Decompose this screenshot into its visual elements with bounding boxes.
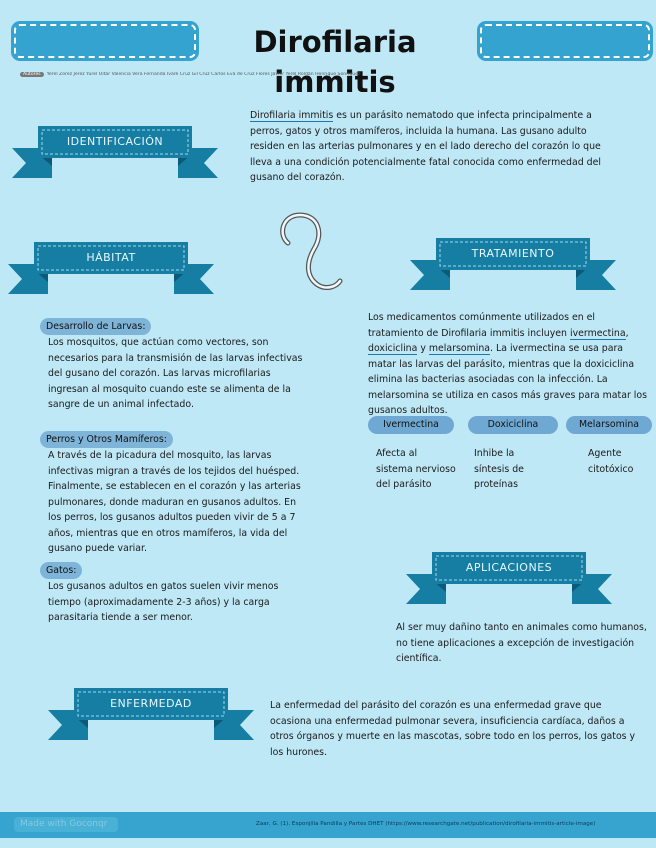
page-title: Dirofilaria immitis: [200, 22, 470, 62]
habitat-section-text-gatos: Los gusanos adultos en gatos suelen vivir menos tiempo (aproximadamente 2-3 años) y la carga parasitaria tiende a ser menor.: [48, 581, 279, 623]
identificacion-text: [250, 108, 620, 186]
bottom-strip: [0, 838, 656, 848]
habitat-section-title-perros: Perros y Otros Mamíferos:: [40, 431, 173, 448]
tratamiento-body-b: . La ivermectina se usa para matar las larvas del parásito, mientras que la doxiciclina elimina las bacterias asociadas con la infección. La melarsomina se utiliza en casos más graves para matar los gusanos adultos.: [368, 343, 648, 416]
footer-bar: [0, 812, 656, 838]
drug-pill-melarsomina: Melarsomina: [566, 416, 652, 434]
habitat-section-text-larvas: Los mosquitos, que actúan como vectores, son necesarios para la transmisión de las larvas infectivas del gusano del corazón. Las larvas microfilarias ingresan al mosquito cuando este se alimenta de la sangre de un animal infectado.: [48, 337, 303, 410]
habitat-ribbon: [8, 236, 214, 304]
enfermedad-text: La enfermedad del parásito del corazón es una enfermedad grave que ocasiona una enfermedad pulmonar severa, insuficiencia cardíaca, daños a otros órganos y muerte en las mascotas, sobre todo en los perros, los gatos y los hurones.: [270, 700, 636, 758]
goconqr-brand[interactable]: Made with Goconqr: [14, 817, 118, 832]
worm-icon: [270, 205, 350, 295]
habitat-section-text-perros: A través de la picadura del mosquito, las larvas infectivas migran a través de los tejidos del huésped. Finalmente, se establecen en el corazón y las arterias pulmonares, donde maduran en gusanos adultos. En los perros, los gusanos adultos pueden vivir de 5 a 7 años, mientras que en otros mamíferos, la vida del gusano puede variar.: [48, 450, 301, 554]
drug-desc-melarsomina: Agente citotóxico: [588, 448, 634, 475]
drug-separator: y: [417, 343, 429, 354]
drug-pill-ivermectina: Ivermectina: [368, 416, 454, 434]
authors-tag: Autores: [20, 72, 44, 77]
enfermedad-heading: ENFERMEDAD: [110, 697, 192, 710]
authors-names: Yerel Zorez Jerez Yurel Oitar Valencia Vera Fernanda Ivaré Cruz Gil Cruz Carlos Eva de Cruz Flores Javier Yerel Roldán Henrique Sonriguez: [46, 72, 361, 77]
identificacion-ribbon: [12, 120, 218, 188]
drug-desc-ivermectina: Afecta al sistema nervioso del parásito: [376, 448, 456, 490]
habitat-section-title-larvas: Desarrollo de Larvas:: [40, 318, 151, 335]
tratamiento-body-a: Los medicamentos comúnmente utilizados en el tratamiento de Dirofilaria immitis incluyen: [368, 312, 596, 339]
enfermedad-ribbon: [48, 682, 254, 750]
aplicaciones-ribbon: [406, 546, 612, 614]
aplicaciones-heading: APLICACIONES: [465, 561, 553, 574]
authors-line: [20, 72, 500, 77]
aplicaciones-text: Al ser muy dañino tanto en animales como humanos, no tiene aplicaciones a excepción de investigación científica.: [396, 622, 647, 664]
identificacion-body: es un parásito nematodo que infecta principalmente a perros, gatos y otros mamíferos, incluida la humana. Las gusano adulto residen en las arterias pulmonares y en el lado derecho del corazón lo que lleva a una condición potencialmente fatal conocida como enfermedad del gusano del corazón.: [250, 110, 601, 183]
drug-separator: ,: [625, 327, 629, 339]
tratamiento-text: [368, 310, 648, 419]
footer-citation[interactable]: Zaar, G. (1). Esponjilla Pandilla y Partes DHET (https://www.researchgate.net/publication/dirofilaria-immitis-article-image): [256, 821, 596, 827]
title-band-left: [14, 24, 196, 58]
species-name: Dirofilaria immitis: [250, 110, 334, 121]
drug-desc-doxiciclina: Inhibe la síntesis de proteínas: [474, 448, 524, 490]
habitat-section-title-gatos: Gatos:: [40, 562, 82, 579]
title-band-right: [480, 24, 650, 58]
habitat-heading: HÁBITAT: [86, 251, 136, 264]
drug-melarsomina: melarsomina: [428, 343, 491, 354]
identificacion-heading: IDENTIFICACIÓN: [66, 135, 164, 148]
tratamiento-ribbon: [410, 232, 616, 300]
tratamiento-heading: TRATAMIENTO: [471, 247, 555, 260]
drug-ivermectina: ivermectina: [569, 327, 626, 339]
drug-doxiciclina: doxiciclina: [368, 343, 418, 354]
drug-pill-doxiciclina: Doxiciclina: [468, 416, 558, 434]
